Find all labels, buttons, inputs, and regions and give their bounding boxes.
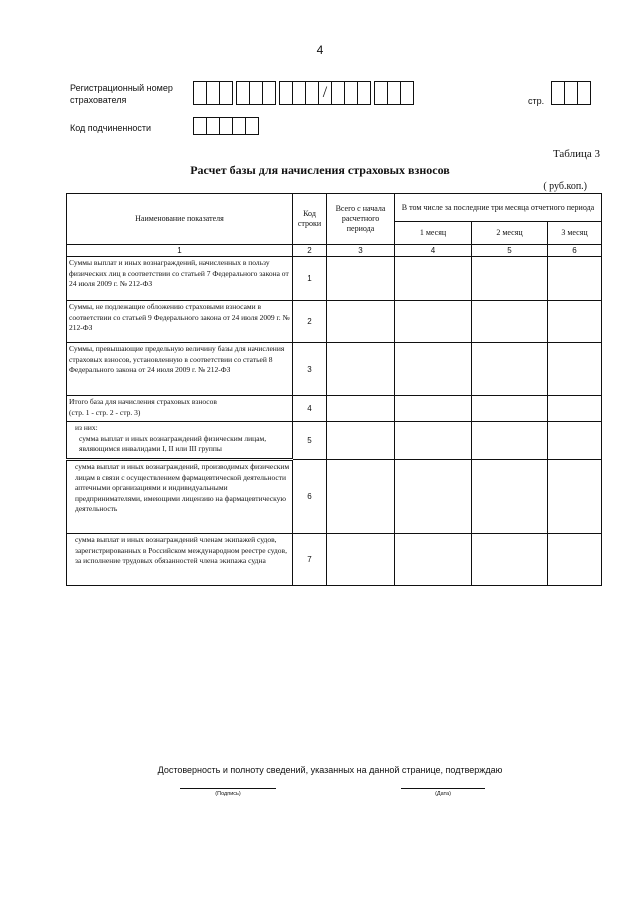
column-number: 5	[472, 245, 548, 257]
header-month-2: 2 месяц	[472, 222, 548, 245]
reg-digit-box[interactable]	[357, 81, 371, 105]
signature-caption: (Подпись)	[215, 791, 241, 797]
sub-digit-box[interactable]	[193, 117, 207, 135]
sub-digit-box[interactable]	[232, 117, 246, 135]
reg-digit-box[interactable]	[387, 81, 401, 105]
header-total: Всего с начала расчетного периода	[327, 194, 395, 245]
row-name: сумма выплат и иных вознаграждений, производимых физическим лицам в связи с осуществлением фармацевтической деятельности аптечными организациями и индивидуальными предпринимателями, имеющими лицензию на фармацевтическую деятельность	[67, 460, 293, 534]
table-row	[67, 534, 602, 586]
total-cell[interactable]	[327, 460, 395, 534]
header-name: Наименование показателя	[67, 194, 293, 245]
page-number-field[interactable]	[551, 81, 590, 105]
column-numbers-row	[67, 245, 602, 257]
reg-digit-box[interactable]	[292, 81, 306, 105]
units-label: ( руб.коп.)	[543, 181, 587, 192]
reg-digit-box[interactable]	[236, 81, 250, 105]
reg-digit-box[interactable]	[305, 81, 319, 105]
page-number: 4	[316, 43, 324, 57]
reg-digit-box[interactable]	[344, 81, 358, 105]
column-number: 6	[548, 245, 602, 257]
table-title: Расчет базы для начисления страховых взносов	[190, 163, 450, 177]
total-cell[interactable]	[327, 343, 395, 396]
registration-number-field[interactable]	[193, 81, 413, 105]
month-3-cell[interactable]	[548, 396, 602, 422]
month-2-cell[interactable]	[472, 301, 548, 343]
reg-digit-box[interactable]	[193, 81, 207, 105]
row-note: сумма выплат и иных вознаграждений физическим лицам, являющимся инвалидами I, II или III группы	[79, 433, 267, 453]
reg-digit-box[interactable]	[374, 81, 388, 105]
row-name-text: из них:	[75, 423, 98, 432]
table-row	[67, 343, 602, 396]
row-name: Суммы, превышающие предельную величину базы для начисления страховых взносов, установленную в соответствии со статьей 8 Федерального закона от 24 июля 2009 г. № 212-ФЗ	[67, 343, 293, 396]
row-name	[67, 396, 293, 422]
row-code: 6	[293, 460, 327, 534]
row-name	[67, 422, 293, 460]
month-2-cell[interactable]	[472, 422, 548, 460]
table-row	[67, 301, 602, 343]
date-caption: (Дата)	[435, 791, 451, 797]
month-3-cell[interactable]	[548, 343, 602, 396]
reg-digit-box[interactable]	[219, 81, 233, 105]
month-1-cell[interactable]	[395, 396, 472, 422]
header-last-three-months: В том числе за последние три месяца отчетного периода	[395, 194, 602, 222]
header-month-3: 3 месяц	[548, 222, 602, 245]
total-cell[interactable]	[327, 422, 395, 460]
row-code: 2	[293, 301, 327, 343]
header-code: Код строки	[293, 194, 327, 245]
total-cell[interactable]	[327, 301, 395, 343]
subordination-code-label: Код подчиненности	[70, 123, 152, 133]
page-digit-box[interactable]	[577, 81, 591, 105]
sub-digit-box[interactable]	[206, 117, 220, 135]
month-2-cell[interactable]	[472, 396, 548, 422]
table-row	[67, 460, 602, 534]
month-3-cell[interactable]	[548, 301, 602, 343]
month-1-cell[interactable]	[395, 301, 472, 343]
row-code: 4	[293, 396, 327, 422]
row-name: сумма выплат и иных вознаграждений членам экипажей судов, зарегистрированных в Российском международном реестре судов, за исполнение трудовых обязанностей члена экипажа судна	[67, 534, 293, 586]
date-line[interactable]	[401, 788, 485, 789]
table-row	[67, 422, 602, 460]
reg-digit-box[interactable]	[331, 81, 345, 105]
month-3-cell[interactable]	[548, 460, 602, 534]
column-number: 2	[293, 245, 327, 257]
sub-digit-box[interactable]	[219, 117, 233, 135]
table-row	[67, 396, 602, 422]
row-note: (стр. 1 - стр. 2 - стр. 3)	[69, 407, 141, 417]
month-3-cell[interactable]	[548, 257, 602, 301]
month-1-cell[interactable]	[395, 422, 472, 460]
reg-digit-box[interactable]	[206, 81, 220, 105]
row-code: 1	[293, 257, 327, 301]
row-name-text: Итого база для начисления страховых взносов	[69, 397, 217, 406]
row-name: Суммы выплат и иных вознаграждений, начисленных в пользу физических лиц в соответствии со статьей 7 Федерального закона от 24 июля 2009 г. № 212-ФЗ	[67, 257, 293, 301]
table-row	[67, 257, 602, 301]
table-label: Таблица 3	[552, 148, 600, 160]
month-1-cell[interactable]	[395, 460, 472, 534]
month-2-cell[interactable]	[472, 534, 548, 586]
reg-digit-box[interactable]	[262, 81, 276, 105]
column-number: 3	[327, 245, 395, 257]
month-2-cell[interactable]	[472, 460, 548, 534]
reg-digit-box[interactable]	[400, 81, 414, 105]
row-name: Суммы, не подлежащие обложению страховыми взносами в соответствии со статьей 9 Федерального закона от 24 июля 2009 г. № 212-ФЗ	[67, 301, 293, 343]
contribution-base-table	[66, 193, 602, 586]
page-digit-box[interactable]	[564, 81, 578, 105]
month-2-cell[interactable]	[472, 343, 548, 396]
row-code: 3	[293, 343, 327, 396]
page-label: стр.	[528, 96, 545, 106]
confirmation-text: Достоверность и полноту сведений, указанных на данной странице, подтверждаю	[157, 765, 503, 775]
total-cell[interactable]	[327, 257, 395, 301]
signature-line[interactable]	[180, 788, 276, 789]
column-number: 1	[67, 245, 293, 257]
month-2-cell[interactable]	[472, 257, 548, 301]
sub-digit-box[interactable]	[245, 117, 259, 135]
registration-number-label: Регистрационный номер страхователя	[70, 83, 173, 105]
reg-digit-box[interactable]	[249, 81, 263, 105]
reg-separator: /	[318, 81, 332, 105]
row-code: 7	[293, 534, 327, 586]
page-digit-box[interactable]	[551, 81, 565, 105]
month-3-cell[interactable]	[548, 422, 602, 460]
month-1-cell[interactable]	[395, 257, 472, 301]
total-cell[interactable]	[327, 396, 395, 422]
month-1-cell[interactable]	[395, 343, 472, 396]
month-1-cell[interactable]	[395, 534, 472, 586]
header-month-1: 1 месяц	[395, 222, 472, 245]
subordination-code-field[interactable]	[193, 117, 258, 135]
row-code: 5	[293, 422, 327, 460]
month-3-cell[interactable]	[548, 534, 602, 586]
total-cell[interactable]	[327, 534, 395, 586]
column-number: 4	[395, 245, 472, 257]
reg-digit-box[interactable]	[279, 81, 293, 105]
